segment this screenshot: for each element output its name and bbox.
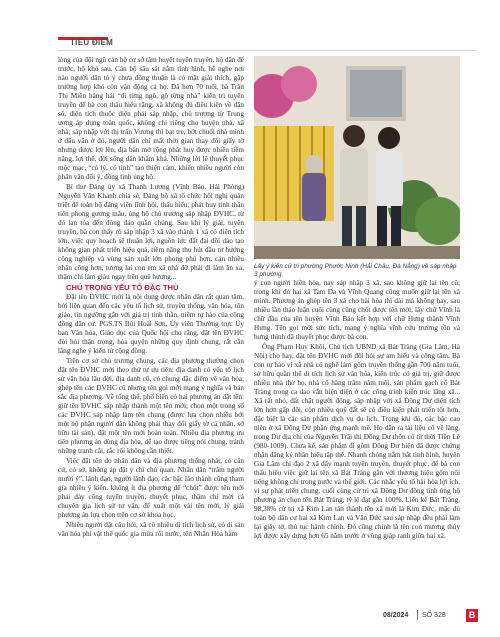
top-margin [0, 0, 500, 38]
article-photo [254, 56, 460, 259]
photo-illustration [254, 56, 460, 259]
paragraph: Trên cơ sở chủ trương chung, các địa phương thường chọn đặt tên ĐVHC mới theo thứ tự ưu tiên: địa danh có yếu tố lịch sử văn hóa lâu đời, địa danh cũ, có chung đặc điểm về văn hóa; ghép tên các ĐVHC cũ nhưng tên gọi mới mang ý nghĩa và bản sắc địa phương. Về tổng thể, phổ biến có hai phương án đặt tên: giữ tên ĐVHC sáp nhập thành một tên mới; chọn một trong số các ĐVHC sáp nhập làm tên chung (được lựa chọn nhiều bởi một bộ phận người dân không phải thay đổi giấy tờ cá nhân, sở hữu tài sản), đặt một tên mới hoàn toàn. Nhiều địa phương ưu tiên phương án dùng địa hòa, dễ tạo được tiếng nói chung, tránh những tranh cãi, rắc rối không cần thiết. [58, 357, 244, 455]
paragraph: Nhiều người dật câu hỏi, xã cô nhiều di tích lịch sử, có di sản văn hóa phi vật thể quốc gia mừa rối nước, tên Nhân Hòa hàm [58, 521, 244, 538]
paragraph: Việc đặt tên do nhân dân và địa phương thống nhất, có cân cứ, có sở, không áp đặt ý chí chủ quan. Nhân dân “trăm người mười ý”, lãnh đạo, người lãnh đạo, các bậc lão thành cũng tham gia nhiều ý kiến, không ít địa phương để “chốt” được tên mới phải dày công tuyên truyền, thuyết phục, thậm chí mời cả chuyên gia lịch sử tư vấn, để xuất một vài tên mới, lý giải phương án lựa chọn trên cơ sở khoa học. [58, 457, 244, 519]
paragraph: Đặt tên ĐVHC mới là nội dung được nhân dân rất quan tâm, bởi liên quan đến các yếu tố lịch sử, truyền thống, văn hóa, tôn giáo, tín ngưỡng gắn với giá trị tinh thần, niềm tự hào của cộng đồng dân cư. PGS.TS Bùi Hoài Sơn, Ủy viên Thường trực Ủy ban Văn hóa, Giáo dục của Quốc hội cho rằng, đặt tên ĐVHC đòi hỏi thận trọng, hòa quyện những quy định chung, rất cần lắng nghe ý kiến từ cộng đồng. [58, 293, 244, 355]
paragraph: Ông Phạm Huy Khôi, Chủ tịch UBND xã Bát Tràng (Gia Lâm, Hà Nội) cho hay, đặt tên ĐVHC mới đòi hỏi sự am hiểu và công tâm. Bà con tự hào vì xã nhà có nghề làm gốm truyền thống gần 700 năm tuổi, sở hữu quần thể di tích lịch sử văn hóa, kiến trúc có giá trị, giữ được nhiều nhà thờ họ, nhà cổ hàng trăm năm tuổi, sản phẩm gạch cổ Bát Tràng trong ca dao vẫn hiện diện ở các công trình kiến trúc lăng xã... Xã rất nhỏ, đất chật người đông, sáp nhập với xã Đông Dư diện tích lớn hơn gấp đôi, còn nhiều quỹ đất sẽ có điều kiện phát triển tốt hơn, đặc biệt là các sản phẩm dịch vụ du lịch. Trong khi đó, các bậc cao niên ở xã Đông Dư phần ứng mạnh mẽ. Họ dẫn ra tài liệu cổ về làng, trong Dư địa chí của Nguyễn Trãi thì Đông Dư thôn có từ thời Tiền Lê (980-1009). Chưa kể, sản phẩm đi gồm Đông Dư hiện đã được chứng nhận đăng ký nhãn hiệu tập thể. Nhanh chóng nắm bắt tình hình, huyện Gia Lâm chỉ đạo 2 xã đẩy mạnh tuyên truyền, thuyết phục, để bà con thấu hiểu việc giữ lại tên xã Bát Tràng gắn với thương hiệu gốm nổi tiếng không chỉ trong nước và thế giới. Các nhắc yếu tố hài hòa lợi ích, vì sự phát triển chung, cuối cùng cử tri xã Đông Dư đồng tình ủng hộ phương án chọn tên Bát Tràng, tỷ lệ đạt gần 100%. Liên kế Bát Tràng, 98,38% cử tri xã Kim Lan tán thành tên xã mới là Kim Đức, mặc dù toàn bộ dân cư hai xã Kim Lan và Văn Đức sau sáp nhập đều phải làm lại giấy tờ, thủ tục hành chính. Đó cũng chính là tên con mương thủy lợi được xây dựng hơn 65 năm trước ở vùng giáp ranh giữa hai xã. [254, 343, 460, 540]
page-marker: B [466, 609, 478, 622]
right-column [254, 279, 460, 542]
section-subheading: CHÚ TRỌNG YẾU TỐ ĐẶC THÙ [66, 283, 179, 292]
issue-date: 08/2024 [383, 612, 409, 619]
left-column [58, 56, 244, 540]
paragraph: ý con người hiền hòa, nay sáp nhập 3 xã, sao không giữ lại tên cũ; trong khi đó hai xã Tam Đa và Vĩnh Quang cũng muốn giữ lại tên xã mình. Phương án ghép tên 3 xã cho hài hòa thì dài mà không hay, sau nhiều lần thảo luận cuối cùng cũng chốt được tên mới, lấy chữ Vĩnh là chữ đầu của tên huyện Vĩnh Bảo kết hợp với chữ Hưng thành Vĩnh Hưng. Tên gọi mới sức tích, mang ý nghĩa vĩnh cửu trường tồn và hưng thịnh đã thuyết phục được bà con. [254, 279, 460, 341]
paragraph: Bí thư Đảng ủy xã Thanh Lương (Vĩnh Bảo, Hải Phòng) Nguyễn Văn Khanh chia sẻ, Đảng bộ xã tổ chức hội nghị quán triệt để toàn bộ đảng viên lĩnh hội, thấu hiểu, phát huy tinh thần tiên phong gương mẫu, ủng hộ chủ trương sáp nhập ĐVHC, từ đó lan tỏa đến đông đảo quần chúng. Sau khi lý giải, tuyên truyền, bà con thấy rõ sáp nhập 3 xã vào thành 1 xã có diện tích lớn, việc quy hoạch sẽ thuận lợi, nguồn lực đất đai dồi dào tạo không gian phát triển hiệu quả, tiềm năng thu hút đầu tư hướng công nghiệp và vùng sản xuất lớn phong phú hơn, cán nhiều nhân công hơn, tương lai con em xã nhà đỡ phải đi làm ăn xa, thậm chí làm giàu ngay trên quê hương... [58, 183, 244, 281]
section-label: TIÊU ĐIỂM [70, 38, 114, 47]
paragraph: lòng của đội ngũ cán bộ cơ sở tâm huyết tuyên truyền, hộ dân để trước, hộ khó sau. Cán bộ sâu sát nắm tình hình, hễ nghe nơi nào người dân tỏ ý chưa đồng thuận là có mặt giải thích, gặp trường hợp khó còn vận động cả họ. Đã hơn 70 tuổi, bà Trần Thị Miền hăng hái “đi từng ngõ, gõ từng nhà” kiên trì tuyên truyền để bà con thấu hiểu rằng, xã không đủ điều kiện về dân số, diện tích thuộc diện phải sáp nhập, chủ trương từ Trung ương áp dụng toàn quốc, không chỉ riêng cho huyện nhà, xã nhà; sáp nhập với thị trấn Vương thì bạt tre, bớt chuối nhà mình ở đâu vẫn ở đó, người dân chỉ mất thời gian thay đổi giấy tờ nhưng được lợi lên, địa bàn mở rộng phát huy được nhiều tiềm năng, lợi thế, đời sống dân khấm khá. Những lời lẽ thuyết phục mộc mạc, “có lý, có tình” tạo thiện cảm, khiến nhiều người còn phân vân đổi ý, đồng tình ủng hộ. [58, 56, 244, 181]
issue-number: SỐ 328 [422, 612, 446, 619]
footer-separator [417, 610, 418, 620]
photo-caption: Lấy ý kiến cử tri phường Phước Ninh (Hải Châu, Đà Nẵng) về sáp nhập 3 phường. [254, 263, 457, 278]
header-divider [58, 50, 476, 51]
